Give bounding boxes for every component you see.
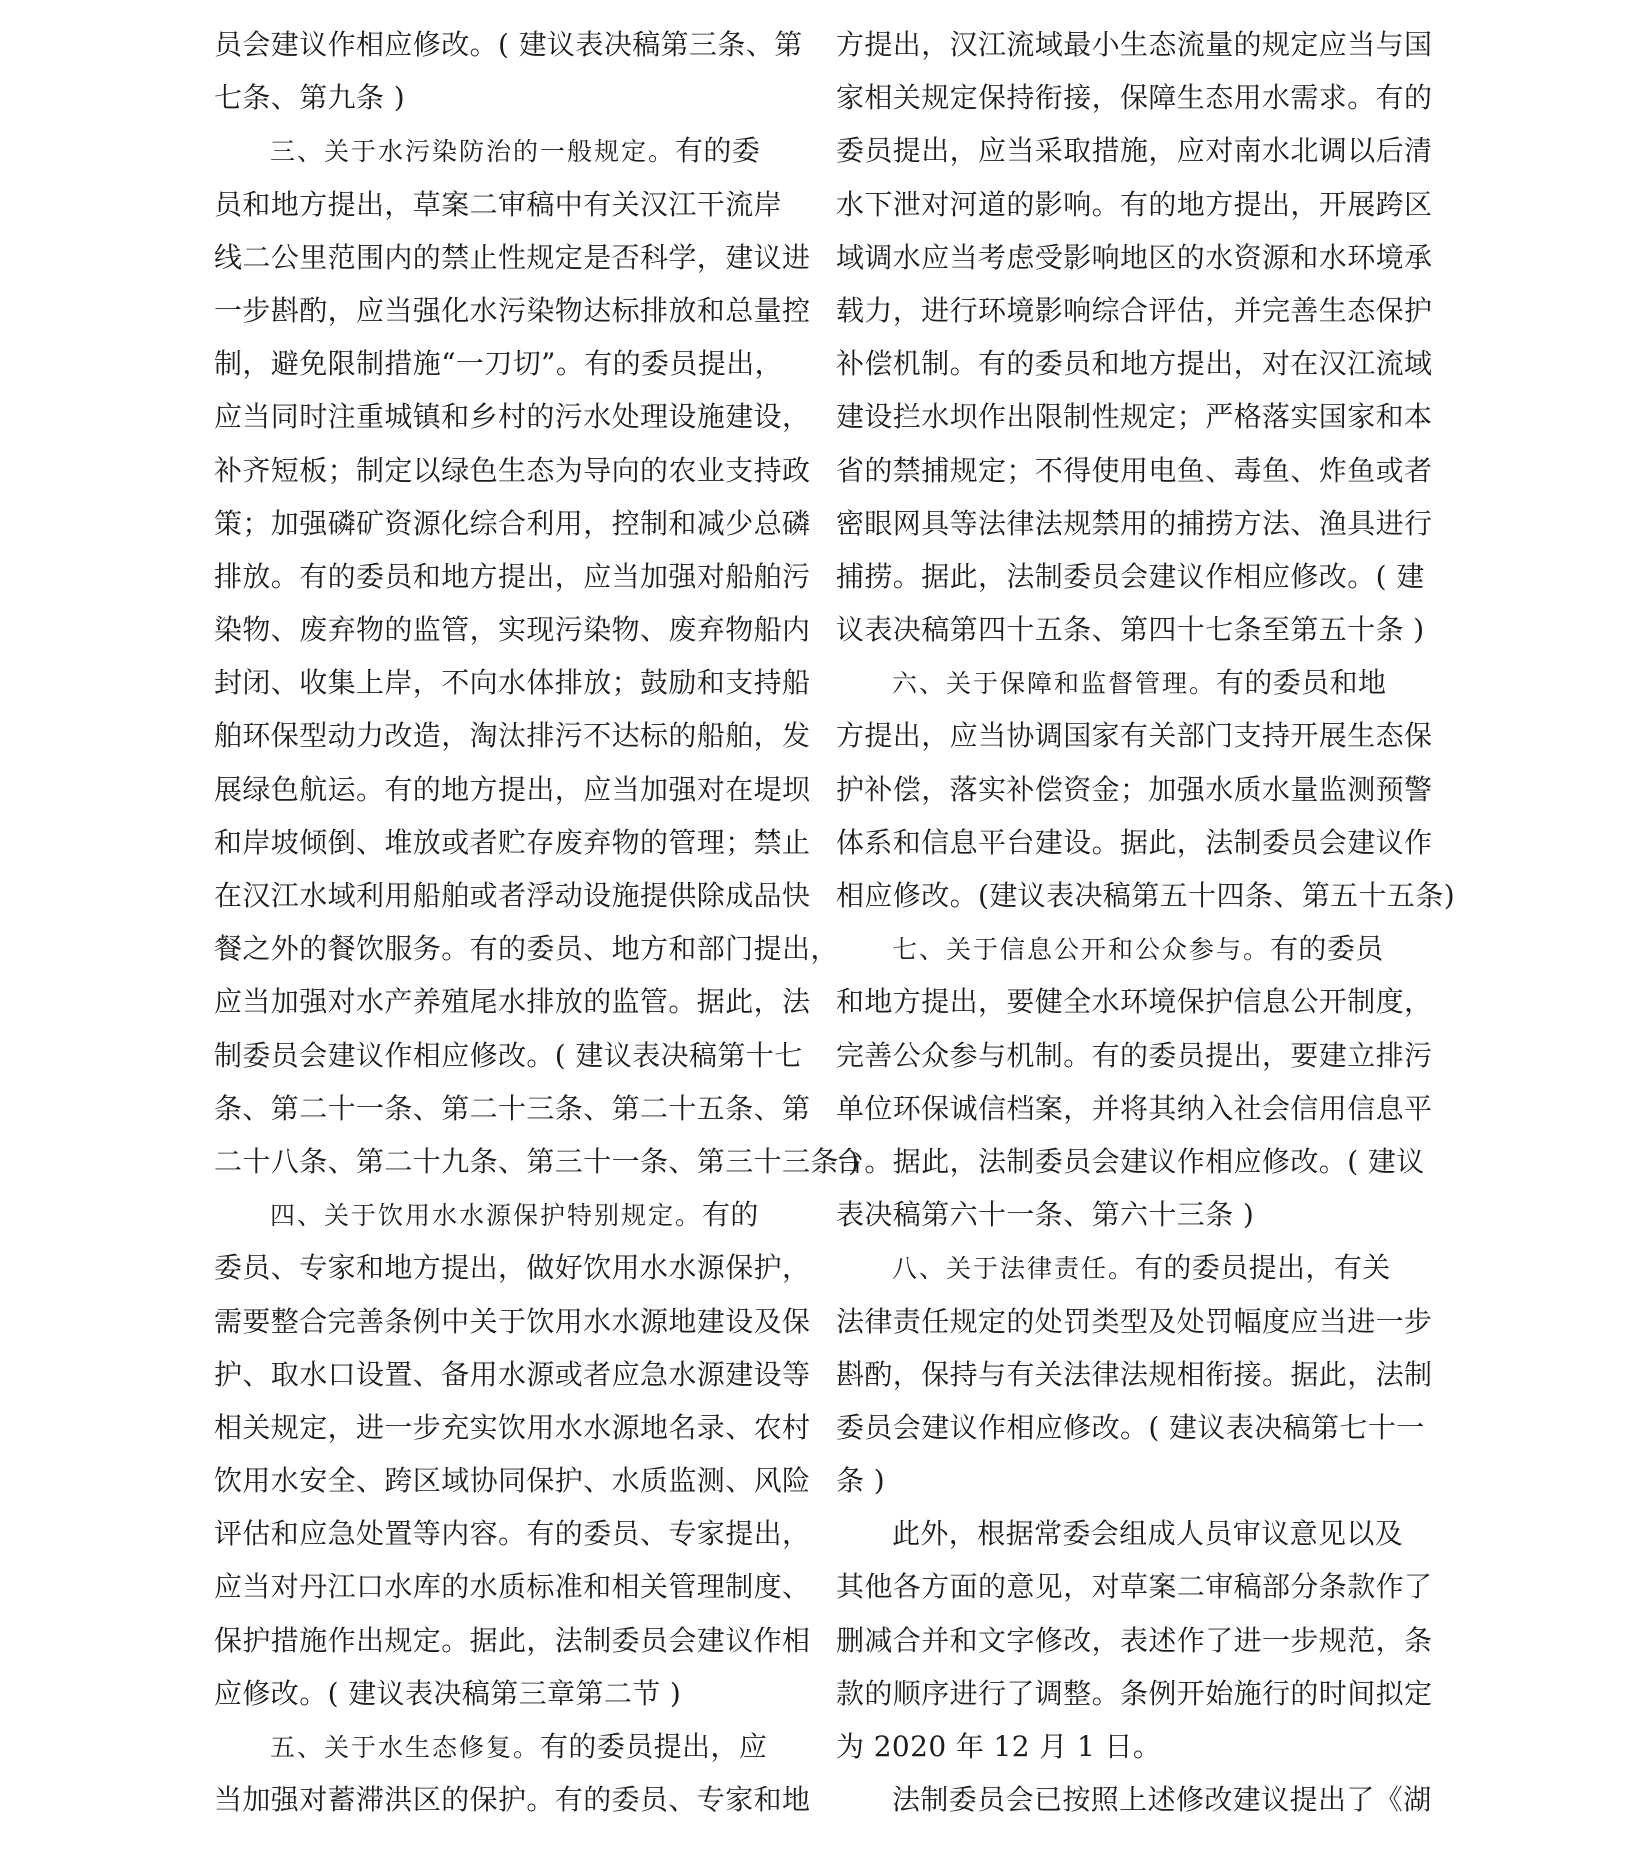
line-text: 此外，根据常委会组成人员审议意见以及 (892, 1517, 1404, 1551)
line-text: 委员、专家和地方提出，做好饮用水水源保护， (214, 1251, 811, 1285)
line-text: 制委员会建议作相应修改。( 建议表决稿第十七 (214, 1038, 803, 1072)
line-text: 斟酌，保持与有关法律法规相衔接。据此，法制 (836, 1357, 1433, 1391)
text-line (214, 1188, 774, 1241)
text-line (214, 497, 811, 550)
line-text: 方提出，汉江流域最小生态流量的规定应当与国 (836, 28, 1433, 61)
text-line (214, 18, 803, 71)
text-line (836, 1667, 1433, 1720)
line-text: 载力，进行环境影响综合评估，并完善生态保护 (836, 293, 1433, 327)
line-text: 域调水应当考虑受影响地区的水资源和水环境承 (836, 240, 1433, 274)
line-text: 饮用水安全、跨区域协同保护、水质监测、风险 (214, 1464, 811, 1498)
text-line (836, 550, 1425, 603)
line-text: 家相关规定保持衔接，保障生态用水需求。有的 (836, 81, 1433, 115)
line-text: 策；加强磷矿资源化综合利用，控制和减少总磷 (214, 506, 811, 540)
text-line (214, 1454, 811, 1507)
text-line (214, 444, 811, 497)
text-line (214, 1667, 774, 1720)
line-text: 条 ) (836, 1464, 886, 1498)
line-text: 七条、第九条 ) (214, 81, 406, 115)
text-line (214, 390, 811, 443)
text-line (214, 1241, 811, 1294)
section-heading: 五、关于水生态修复。 (270, 1733, 541, 1762)
line-text: 当加强对蓄滞洪区的保护。有的委员、专家和地 (214, 1783, 811, 1817)
text-line (836, 444, 1433, 497)
line-text: 相应修改。(建议表决稿第五十四条、第五十五条) (836, 879, 1456, 912)
text-line (836, 922, 1396, 975)
text-line (214, 1773, 811, 1826)
text-line (214, 71, 774, 124)
text-line (214, 1720, 774, 1773)
text-line (836, 1507, 1404, 1560)
text-line (214, 709, 811, 762)
text-line (836, 284, 1433, 337)
line-text: 法律责任规定的处罚类型及处罚幅度应当进一步 (836, 1304, 1433, 1338)
line-text: 补偿机制。有的委员和地方提出，对在汉江流域 (836, 347, 1433, 381)
text-line (836, 1401, 1425, 1454)
line-text: 在汉江水域利用船舶或者浮动设施提供除成品快 (214, 879, 811, 912)
text-line (214, 1560, 811, 1613)
text-line (836, 975, 1433, 1028)
text-line (214, 124, 774, 177)
line-text: 员和地方提出，草案二审稿中有关汉江干流岸 (214, 187, 783, 221)
line-text: 其他各方面的意见，对草案二审稿部分条款作了 (836, 1570, 1433, 1604)
text-line (214, 656, 811, 709)
section-heading: 六、关于保障和监督管理。 (892, 669, 1217, 699)
text-line (214, 869, 811, 922)
line-text: 舶环保型动力改造，淘汰排污不达标的船舶，发 (214, 719, 811, 753)
line-text: 评估和应急处置等内容。有的委员、专家提出， (214, 1517, 811, 1551)
section-heading: 八、关于法律责任。 (892, 1254, 1136, 1284)
line-text: 护补偿，落实补偿资金；加强水质水量监测预警 (836, 772, 1433, 806)
text-line (836, 390, 1433, 443)
text-line (836, 231, 1433, 284)
text-line (836, 709, 1433, 762)
section-heading: 四、关于饮用水水源保护特别规定。 (270, 1201, 703, 1231)
line-text: 完善公众参与机制。有的委员提出，要建立排污 (836, 1038, 1433, 1072)
line-text: 单位环保诚信档案，并将其纳入社会信用信息平 (836, 1091, 1433, 1125)
line-text: 删减合并和文字修改，表述作了进一步规范，条 (836, 1623, 1433, 1657)
line-text: 有的委 (675, 134, 761, 168)
text-line (214, 1348, 811, 1401)
line-text: 表决稿第六十一条、第六十三条 ) (836, 1198, 1255, 1232)
line-text: 议表决稿第四十五条、第四十七条至第五十条 ) (836, 613, 1425, 647)
text-line (836, 763, 1433, 816)
text-line (836, 1560, 1433, 1613)
line-text: 护、取水口设置、备用水源或者应急水源建设等 (214, 1357, 811, 1391)
line-text: 应当加强对水产养殖尾水排放的监管。据此，法 (214, 985, 811, 1019)
line-text: 有的委员提出，有关 (1135, 1251, 1391, 1285)
line-text: 密眼网具等法律法规禁用的捕捞方法、渔具进行 (836, 506, 1433, 540)
text-line (836, 1614, 1433, 1667)
text-line (836, 18, 1433, 71)
text-line (836, 656, 1396, 709)
line-text: 有的委员和地 (1216, 666, 1387, 700)
text-line (836, 337, 1433, 390)
text-line (214, 603, 811, 656)
text-line (836, 1135, 1425, 1188)
line-text: 排放。有的委员和地方提出，应当加强对船舶污 (214, 559, 811, 593)
text-line (836, 71, 1433, 124)
text-line (836, 1188, 1396, 1241)
right-text-column (836, 18, 1456, 1826)
line-text: 相关规定，进一步充实饮用水水源地名录、农村 (214, 1410, 811, 1444)
line-text: 台。据此，法制委员会建议作相应修改。( 建议 (836, 1144, 1425, 1178)
section-heading: 七、关于信息公开和公众参与。 (892, 935, 1271, 965)
text-line (214, 337, 784, 390)
text-line (214, 1507, 811, 1560)
text-line (836, 869, 1456, 922)
line-text: 有的委员提出，应 (540, 1730, 768, 1763)
line-text: 需要整合完善条例中关于饮用水水源地建设及保 (214, 1304, 811, 1338)
text-line (836, 1454, 1396, 1507)
line-text: 展绿色航运。有的地方提出，应当加强对在堤坝 (214, 772, 811, 806)
text-line (214, 284, 811, 337)
line-text: 委员会建议作相应修改。( 建议表决稿第七十一 (836, 1410, 1425, 1444)
text-line (836, 1720, 1396, 1773)
text-line (836, 603, 1425, 656)
line-text: 建设拦水坝作出限制性规定；严格落实国家和本 (836, 400, 1433, 434)
left-text-column (214, 18, 860, 1826)
line-text: 餐之外的餐饮服务。有的委员、地方和部门提出， (214, 932, 839, 966)
line-text: 二十八条、第二十九条、第三十一条、第三十三条 ) (214, 1144, 860, 1178)
text-line (214, 1401, 811, 1454)
text-line (214, 231, 811, 284)
line-text: 封闭、收集上岸，不向水体排放；鼓励和支持船 (214, 666, 811, 700)
text-line (214, 816, 811, 869)
text-line (214, 975, 811, 1028)
line-text: 条、第二十一条、第二十三条、第二十五条、第 (214, 1091, 811, 1125)
line-text: 应修改。( 建议表决稿第三章第二节 ) (214, 1676, 682, 1710)
line-text: 捕捞。据此，法制委员会建议作相应修改。( 建 (836, 559, 1425, 593)
line-text: 委员提出，应当采取措施，应对南水北调以后清 (836, 134, 1433, 168)
text-line (836, 1241, 1396, 1294)
line-text: 补齐短板；制定以绿色生态为导向的农业支持政 (214, 453, 811, 487)
line-text: 和地方提出，要健全水环境保护信息公开制度， (836, 985, 1433, 1019)
text-line (214, 763, 811, 816)
line-text: 应当对丹江口水库的水质标准和相关管理制度、 (214, 1570, 811, 1604)
line-text: 体系和信息平台建设。据此，法制委员会建议作 (836, 825, 1433, 859)
text-line (214, 550, 811, 603)
line-text: 和岸坡倾倒、堆放或者贮存废弃物的管理；禁止 (214, 825, 811, 859)
line-text: 有的 (702, 1198, 759, 1232)
text-line (214, 1295, 811, 1348)
text-line (836, 124, 1433, 177)
text-line (214, 922, 839, 975)
line-text: 制，避免限制措施“一刀切”。有的委员提出， (214, 347, 784, 381)
line-text: 法制委员会已按照上述修改建议提出了《湖 (892, 1783, 1432, 1817)
text-line (836, 1082, 1433, 1135)
text-line (836, 1348, 1433, 1401)
line-text: 省的禁捕规定；不得使用电鱼、毒鱼、炸鱼或者 (836, 453, 1433, 487)
text-line (214, 1082, 811, 1135)
line-text: 应当同时注重城镇和乡村的污水处理设施建设， (214, 400, 811, 434)
text-line (214, 178, 783, 231)
text-line (836, 816, 1433, 869)
text-line (214, 1614, 811, 1667)
line-text: 染物、废弃物的监管，实现污染物、废弃物船内 (214, 613, 811, 647)
text-line (836, 1773, 1432, 1826)
text-line (836, 1029, 1433, 1082)
text-line (214, 1029, 803, 1082)
text-line (836, 178, 1433, 231)
section-heading: 三、关于水污染防治的一般规定。 (270, 137, 676, 167)
line-text: 一步斟酌，应当强化水污染物达标排放和总量控 (214, 293, 811, 327)
line-text: 水下泄对河道的影响。有的地方提出，开展跨区 (836, 187, 1433, 221)
line-text: 款的顺序进行了调整。条例开始施行的时间拟定 (836, 1676, 1433, 1710)
line-text: 保护措施作出规定。据此，法制委员会建议作相 (214, 1623, 811, 1657)
text-line (836, 497, 1433, 550)
line-text: 线二公里范围内的禁止性规定是否科学，建议进 (214, 240, 811, 274)
line-text: 有的委员 (1270, 932, 1384, 966)
text-line (836, 1295, 1433, 1348)
line-text: 为 2020 年 12 月 1 日。 (836, 1730, 1162, 1763)
text-line (214, 1135, 860, 1188)
line-text: 方提出，应当协调国家有关部门支持开展生态保 (836, 719, 1433, 753)
line-text: 员会建议作相应修改。( 建议表决稿第三条、第 (214, 28, 803, 61)
